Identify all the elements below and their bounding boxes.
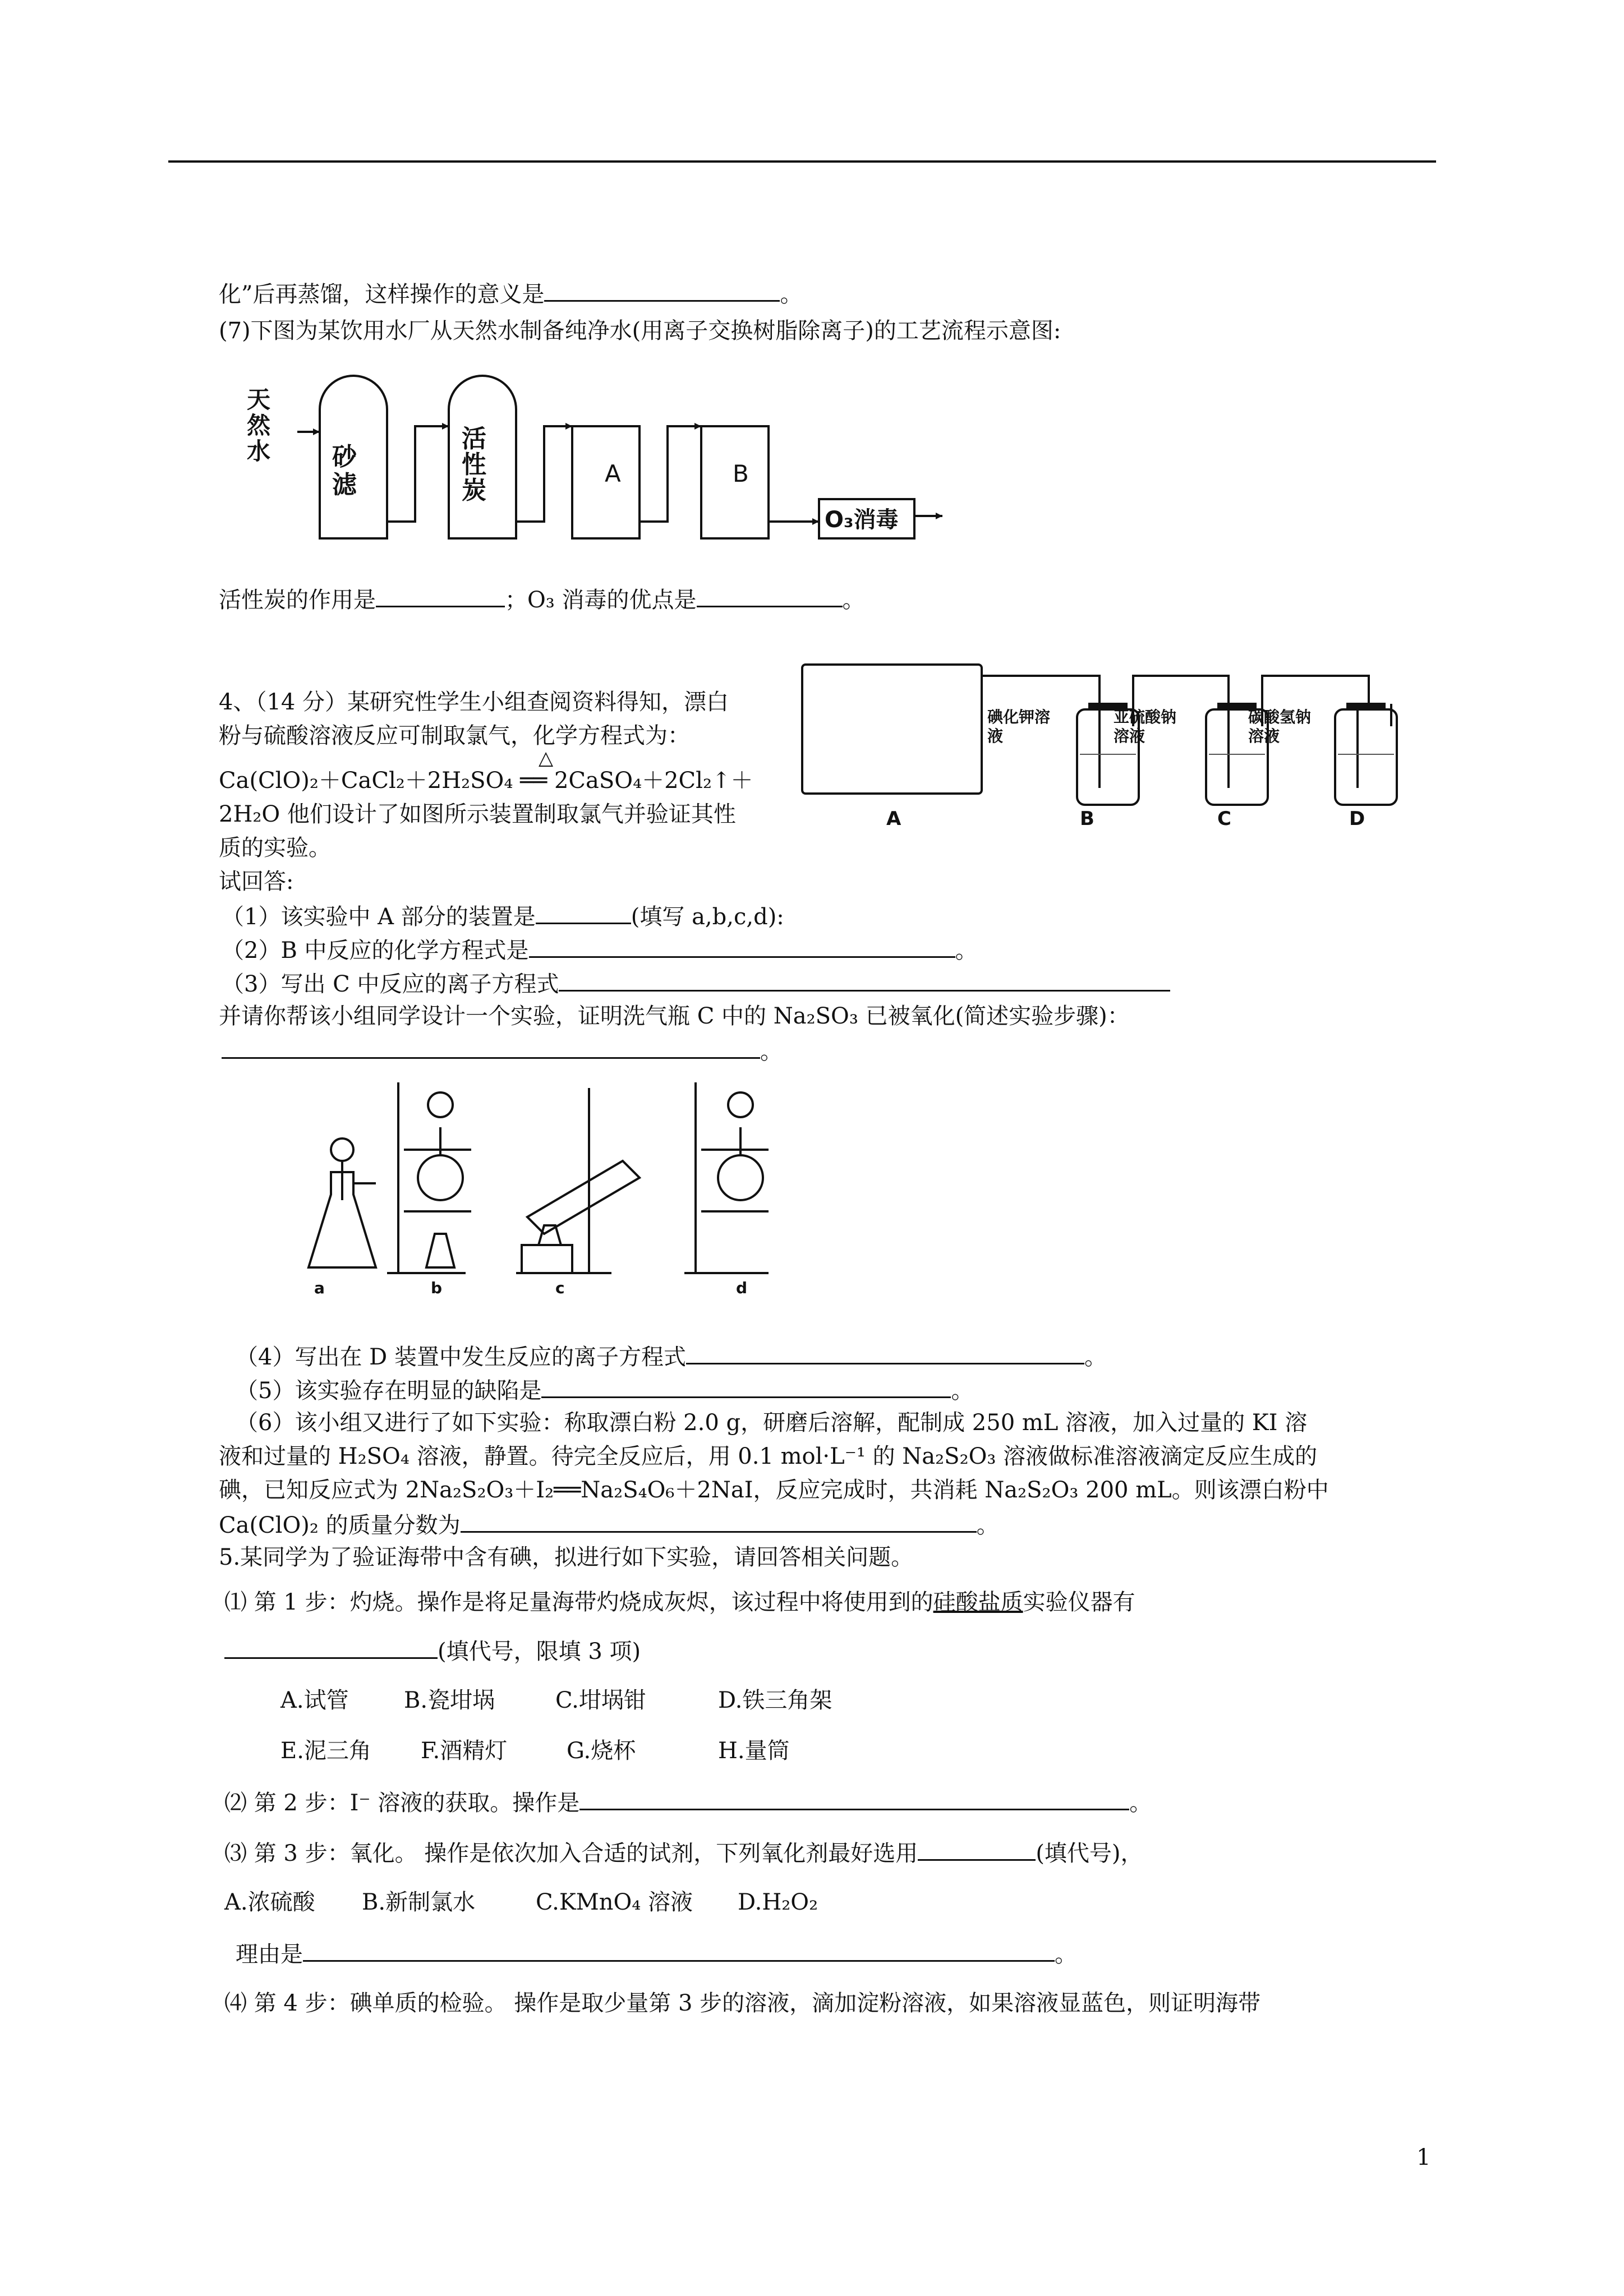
answer-blank-1[interactable]: [544, 278, 780, 302]
answer-blank-q4-3c[interactable]: [222, 1035, 760, 1059]
apparatus-a-box: [802, 665, 982, 794]
apparatus-label-d: D: [1349, 808, 1365, 830]
flow-unit-sand: 砂滤: [332, 442, 357, 499]
q5-oxidant-b: B.新制氯水: [362, 1889, 476, 1915]
q5-sub-1: ⑴ 第 1 步：灼烧。操作是将足量海带灼烧成灰烬，该过程中将使用到的硅酸盐质实验仪器有: [224, 1589, 1135, 1615]
q4-sub-6-line-4: Ca(ClO)₂ 的质量分数为 。: [219, 1509, 999, 1541]
q4-sub-6-line-1: （6）该小组又进行了如下实验：称取漂白粉 2.0 g，研磨后溶解，配制成 250 mL 溶液，加入过量的 KI 溶: [236, 1410, 1308, 1436]
text-line-3: 活性炭的作用是 ；O₃ 消毒的优点是 。: [219, 583, 865, 615]
bottle-d-label: 碳酸氢钠溶液: [1248, 708, 1312, 745]
flow-unit-carbon: 活性炭: [462, 425, 486, 505]
setup-label-a: a: [314, 1279, 325, 1297]
q4-line-1: 4、（14 分）某研究性学生小组查阅资料得知，漂白: [219, 689, 729, 715]
q4-sub-6-line-3: 碘，已知反应式为 2Na₂S₂O₃＋I₂══Na₂S₄O₆＋2NaI，反应完成时，共消耗 Na₂S₂O₃ 200 mL。则该漂白粉中: [219, 1477, 1329, 1503]
setup-label-d: d: [736, 1279, 748, 1297]
answer-blank-q5-3[interactable]: [918, 1837, 1036, 1861]
q5-oxidant-d: D.H₂O₂: [738, 1889, 818, 1915]
q7-intro: (7)下图为某饮用水厂从天然水制备纯净水(用离子交换树脂除离子)的工艺流程示意图:: [219, 318, 1061, 344]
flow-input-label: 天然水: [247, 386, 271, 465]
q4-line-4: 2H₂O 他们设计了如图所示装置制取氯气并验证其性: [219, 801, 736, 827]
flow-unit-a: A: [605, 460, 621, 487]
q5-option-a: A.试管: [280, 1688, 349, 1713]
apparatus-label-a: A: [886, 808, 901, 830]
q4-equation: Ca(ClO)₂＋CaCl₂＋2H₂SO₄ ══ 2CaSO₄＋2Cl₂↑＋: [219, 768, 753, 794]
bottle-d: [1335, 709, 1397, 805]
bottle-c-label: 亚硫酸钠溶液: [1114, 708, 1177, 745]
q4-sub-3-answer: 。: [222, 1035, 783, 1067]
q4-sub-6-line-2: 液和过量的 H₂SO₄ 溶液，静置。待完全反应后，用 0.1 mol·L⁻¹ 的 Na₂S₂O₃ 溶液做标准溶液滴定反应生成的: [219, 1444, 1318, 1469]
q5-option-b: B.瓷坩埚: [404, 1688, 495, 1713]
answer-blank-ozone[interactable]: [697, 583, 843, 607]
apparatus-label-b: B: [1080, 808, 1094, 830]
q4-line-5: 质的实验。: [219, 835, 331, 861]
q4-line-6: 试回答:: [219, 869, 294, 895]
answer-blank-q4-1[interactable]: [536, 900, 631, 924]
q4-sub-1: （1）该实验中 A 部分的装置是 (填写 a,b,c,d):: [222, 900, 784, 932]
answer-blank-q5-reason[interactable]: [303, 1938, 1055, 1962]
q5-option-c: C.坩埚钳: [555, 1688, 646, 1713]
q5-intro: 5.某同学为了验证海带中含有碘，拟进行如下实验，请回答相关问题。: [219, 1545, 914, 1570]
q5-option-f: F.酒精灯: [421, 1738, 508, 1764]
q5-option-h: H.量筒: [718, 1738, 790, 1764]
header-rule: [168, 160, 1436, 163]
q5-reason: 理由是 。: [236, 1938, 1077, 1970]
heat-symbol: △: [539, 747, 554, 769]
q5-sub-2: ⑵ 第 2 步：I⁻ 溶液的获取。操作是 。: [224, 1786, 1152, 1818]
q4-line-2: 粉与硫酸溶液反应可制取氯气，化学方程式为：: [219, 723, 690, 749]
q5-option-d: D.铁三角架: [718, 1688, 832, 1713]
q5-oxidant-c: C.KMnO₄ 溶液: [536, 1889, 693, 1915]
text-line-1: 化”后再蒸馏，这样操作的意义是 。: [219, 278, 802, 310]
q4-sub-2: （2）B 中反应的化学方程式是 。: [222, 934, 978, 966]
q5-sub-4: ⑷ 第 4 步：碘单质的检验。 操作是取少量第 3 步的溶液，滴加淀粉溶液，如果溶液显蓝色，则证明海带: [224, 1990, 1261, 2016]
setup-label-b: b: [431, 1279, 443, 1297]
page-number: 1: [1416, 2145, 1431, 2170]
q4-sub-4: （4）写出在 D 装置中发生反应的离子方程式 。: [236, 1340, 1107, 1372]
apparatus-label-c: C: [1217, 808, 1231, 830]
answer-blank-q4-5[interactable]: [541, 1374, 951, 1398]
bottle-b-label: 碘化钾溶液: [987, 708, 1051, 745]
q4-sub-3: （3）写出 C 中反应的离子方程式: [222, 967, 1170, 999]
answer-blank-q4-2[interactable]: [529, 934, 955, 958]
answer-blank-carbon[interactable]: [376, 583, 505, 607]
q5-sub-3: ⑶ 第 3 步：氧化。 操作是依次加入合适的试剂，下列氧化剂最好选用 (填代号)，: [224, 1837, 1143, 1869]
flow-unit-ozone: O₃消毒: [825, 507, 899, 533]
q5-oxidant-a: A.浓硫酸: [224, 1889, 315, 1915]
q5-option-g: G.烧杯: [567, 1738, 636, 1764]
answer-blank-q4-4[interactable]: [686, 1340, 1084, 1364]
answer-blank-q4-6[interactable]: [461, 1509, 977, 1533]
setup-options-diagram: [275, 1066, 808, 1295]
q4-sub-5: （5）该实验存在明显的缺陷是 。: [236, 1374, 973, 1406]
q4-sub-3-design: 并请你帮该小组同学设计一个实验，证明洗气瓶 C 中的 Na₂SO₃ 已被氧化(简述实验步骤)：: [219, 1003, 1130, 1029]
answer-blank-q4-3[interactable]: [559, 967, 1170, 992]
flow-unit-b: B: [733, 460, 749, 487]
answer-blank-q5-1[interactable]: [224, 1635, 438, 1659]
q5-sub-1-answer: (填代号，限填 3 项): [224, 1635, 641, 1667]
answer-blank-q5-2[interactable]: [579, 1786, 1129, 1810]
setup-label-c: c: [555, 1279, 565, 1297]
q5-option-e: E.泥三角: [280, 1738, 371, 1764]
